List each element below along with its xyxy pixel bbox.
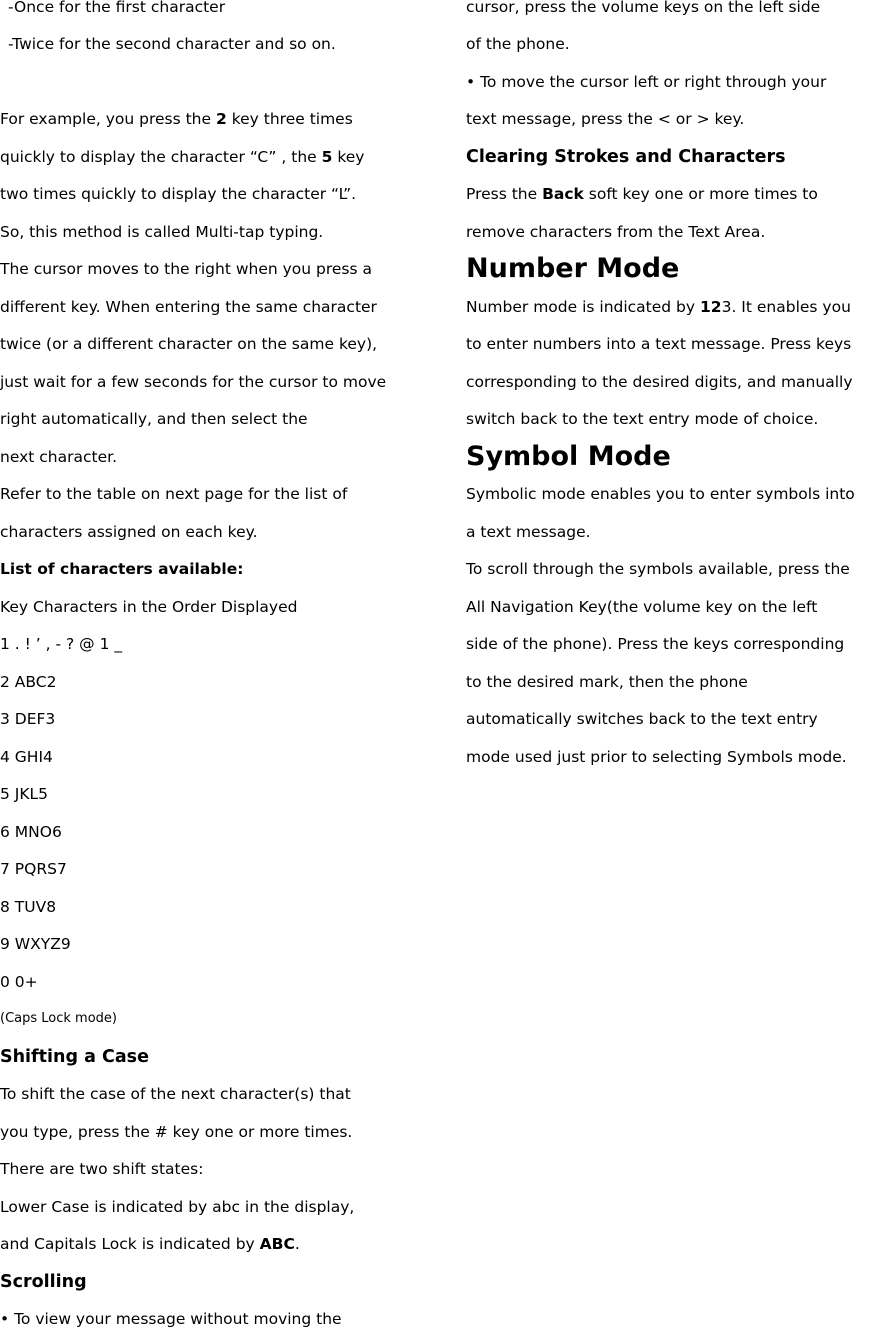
- key-row: 6 MNO6: [0, 823, 62, 841]
- scrolling-heading: Scrolling: [0, 1272, 87, 1292]
- symbol-line: side of the phone). Press the keys corresponding: [466, 635, 845, 653]
- symbol-line: automatically switches back to the text entry: [466, 710, 818, 728]
- scroll-line: cursor, press the volume keys on the left side: [466, 0, 821, 16]
- cursor-line: right automatically, and then select the: [0, 410, 308, 428]
- number-line: Number mode is indicated by 123. It enables you: [466, 298, 851, 316]
- cursor-line: The cursor moves to the right when you press a: [0, 260, 372, 278]
- symbol-mode-heading: Symbol Mode: [466, 441, 671, 472]
- shifting-heading: Shifting a Case: [0, 1047, 149, 1067]
- number-mode-heading: Number Mode: [466, 253, 680, 284]
- scroll-line: • To move the cursor left or right through your: [466, 73, 827, 91]
- key-row: 1 . ! ’ , - ? @ 1 _: [0, 635, 123, 653]
- key-row: 8 TUV8: [0, 898, 57, 916]
- key-row: 4 GHI4: [0, 748, 53, 766]
- once-line: -Once for the first character: [8, 0, 226, 16]
- clear-line: remove characters from the Text Area.: [466, 223, 766, 241]
- shift-line: you type, press the # key one or more times.: [0, 1123, 353, 1141]
- key-row: 2 ABC2: [0, 673, 57, 691]
- cursor-line: different key. When entering the same character: [0, 298, 377, 316]
- number-line: switch back to the text entry mode of choice.: [466, 410, 819, 428]
- refer-line: characters assigned on each key.: [0, 523, 258, 541]
- list-heading: List of characters available:: [0, 560, 244, 578]
- clearing-heading: Clearing Strokes and Characters: [466, 147, 786, 167]
- table-header: Key Characters in the Order Displayed: [0, 598, 298, 616]
- symbol-line: to the desired mark, then the phone: [466, 673, 748, 691]
- scroll-line: text message, press the < or > key.: [466, 110, 745, 128]
- key-row: 9 WXYZ9: [0, 935, 71, 953]
- scroll-line: of the phone.: [466, 35, 570, 53]
- symbol-line: Symbolic mode enables you to enter symbols into: [466, 485, 855, 503]
- capitals-line: and Capitals Lock is indicated by ABC.: [0, 1235, 300, 1253]
- shift-line: Lower Case is indicated by abc in the display,: [0, 1198, 355, 1216]
- caps-note: (Caps Lock mode): [0, 1011, 117, 1026]
- symbol-line: All Navigation Key(the volume key on the left: [466, 598, 818, 616]
- cursor-line: twice (or a different character on the same key),: [0, 335, 378, 353]
- shift-line: There are two shift states:: [0, 1160, 204, 1178]
- symbol-line: mode used just prior to selecting Symbols mode.: [466, 748, 847, 766]
- key-row: 3 DEF3: [0, 710, 56, 728]
- example-line-1: For example, you press the 2 key three times: [0, 110, 353, 128]
- shift-line: To shift the case of the next character(s) that: [0, 1085, 351, 1103]
- clear-line: Press the Back soft key one or more times to: [466, 185, 818, 203]
- symbol-line: a text message.: [466, 523, 591, 541]
- key-row: 5 JKL5: [0, 785, 49, 803]
- number-line: to enter numbers into a text message. Press keys: [466, 335, 852, 353]
- key-row: 0 0+: [0, 973, 38, 991]
- scroll-line: • To view your message without moving the: [0, 1310, 342, 1328]
- refer-line: Refer to the table on next page for the list of: [0, 485, 348, 503]
- example-line-4: So, this method is called Multi-tap typing.: [0, 223, 324, 241]
- number-line: corresponding to the desired digits, and manually: [466, 373, 853, 391]
- cursor-line: just wait for a few seconds for the cursor to move: [0, 373, 387, 391]
- example-line-3: two times quickly to display the character “L”.: [0, 185, 357, 203]
- key-row: 7 PQRS7: [0, 860, 67, 878]
- symbol-line: To scroll through the symbols available, press the: [466, 560, 850, 578]
- twice-line: -Twice for the second character and so on.: [8, 35, 336, 53]
- example-line-2: quickly to display the character “C” , the 5 key: [0, 148, 365, 166]
- cursor-line: next character.: [0, 448, 117, 466]
